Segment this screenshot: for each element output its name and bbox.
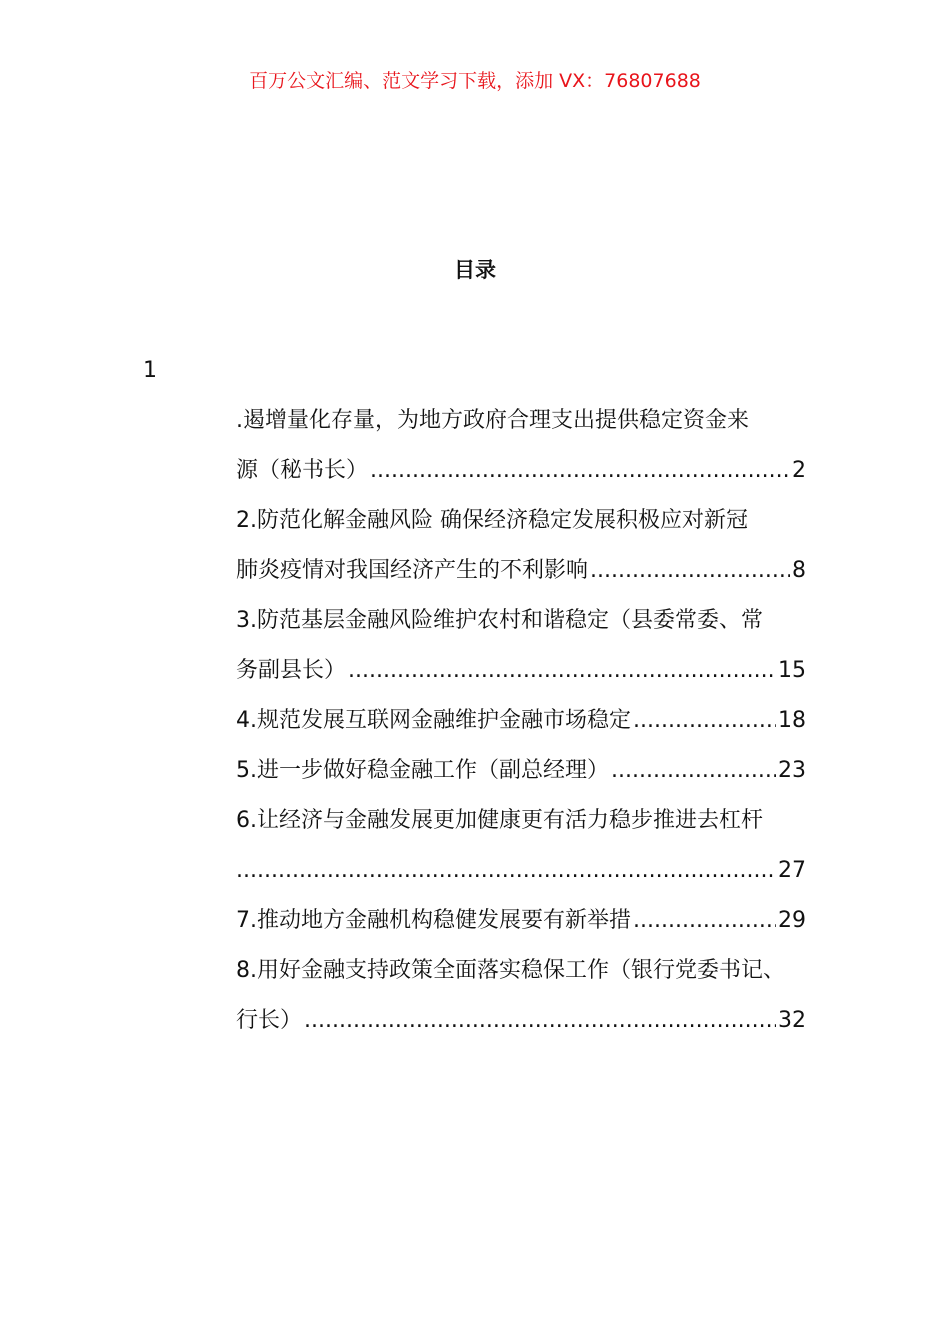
toc-entry-line bbox=[236, 396, 806, 446]
toc-entry-text: 肺炎疫情对我国经济产生的不利影响 bbox=[236, 558, 589, 583]
toc-page-number: 27 bbox=[778, 858, 806, 883]
dot-leader bbox=[611, 746, 776, 796]
toc-entry-4[interactable] bbox=[236, 696, 806, 746]
toc-page-number: 15 bbox=[778, 658, 806, 683]
toc-entry-text: 8.用好金融支持政策全面落实稳保工作（银行党委书记、 bbox=[236, 958, 785, 983]
toc-entry-line bbox=[236, 596, 806, 646]
toc-entry-text: .遏增量化存量，为地方政府合理支出提供稳定资金来 bbox=[236, 408, 749, 433]
toc-entry-line bbox=[236, 796, 806, 846]
toc-page-number: 2 bbox=[792, 458, 806, 483]
toc-page-number: 8 bbox=[792, 558, 806, 583]
toc-entry-last-line bbox=[236, 446, 806, 496]
toc-entry-8[interactable] bbox=[236, 946, 806, 1046]
toc-entry-last-line bbox=[236, 646, 806, 696]
toc-entry-last-line bbox=[236, 996, 806, 1046]
toc-entry-text: 5.进一步做好稳金融工作（副总经理） bbox=[236, 758, 609, 783]
toc-page-number: 23 bbox=[778, 758, 806, 783]
toc-entry-last-line bbox=[236, 746, 806, 796]
toc-page-number: 18 bbox=[778, 708, 806, 733]
toc-entry-text: 4.规范发展互联网金融维护金融市场稳定 bbox=[236, 708, 631, 733]
toc-entry-last-line bbox=[236, 546, 806, 596]
toc-entry-text: 行长） bbox=[236, 1008, 303, 1033]
toc-entry-6[interactable] bbox=[236, 796, 806, 896]
toc-entry-line bbox=[236, 496, 806, 546]
toc-entry-text: 7.推动地方金融机构稳健发展要有新举措 bbox=[236, 908, 631, 933]
toc-entry-last-line bbox=[236, 896, 806, 946]
toc-entry-text: 源（秘书长） bbox=[236, 458, 369, 483]
toc-entry-7[interactable] bbox=[236, 896, 806, 946]
toc-page-number: 32 bbox=[778, 1008, 806, 1033]
toc-entry-text: 务副县长） bbox=[236, 658, 347, 683]
toc-entry-last-line bbox=[236, 696, 806, 746]
toc-entry-5[interactable] bbox=[236, 746, 806, 796]
toc-entry-line bbox=[236, 946, 806, 996]
header-banner: 百万公文汇编、范文学习下载，添加 VX：76807688 bbox=[249, 70, 701, 92]
dot-leader bbox=[633, 896, 776, 946]
toc-entry-last-line bbox=[236, 846, 806, 896]
page-title: 目录 bbox=[454, 258, 496, 282]
dot-leader bbox=[590, 546, 790, 596]
dot-leader bbox=[236, 846, 776, 896]
toc-page-number: 29 bbox=[778, 908, 806, 933]
dot-leader bbox=[348, 646, 776, 696]
table-of-contents bbox=[236, 396, 806, 1046]
toc-entry-1[interactable] bbox=[236, 396, 806, 496]
dot-leader bbox=[304, 996, 776, 1046]
toc-entry-3[interactable] bbox=[236, 596, 806, 696]
section-number: 1 bbox=[143, 358, 157, 383]
toc-entry-text: 3.防范基层金融风险维护农村和谐稳定（县委常委、常 bbox=[236, 608, 763, 633]
dot-leader bbox=[633, 696, 776, 746]
toc-entry-2[interactable] bbox=[236, 496, 806, 596]
toc-entry-text: 6.让经济与金融发展更加健康更有活力稳步推进去杠杆 bbox=[236, 808, 763, 833]
toc-entry-text: 2.防范化解金融风险 确保经济稳定发展积极应对新冠 bbox=[236, 508, 748, 533]
dot-leader bbox=[370, 446, 790, 496]
